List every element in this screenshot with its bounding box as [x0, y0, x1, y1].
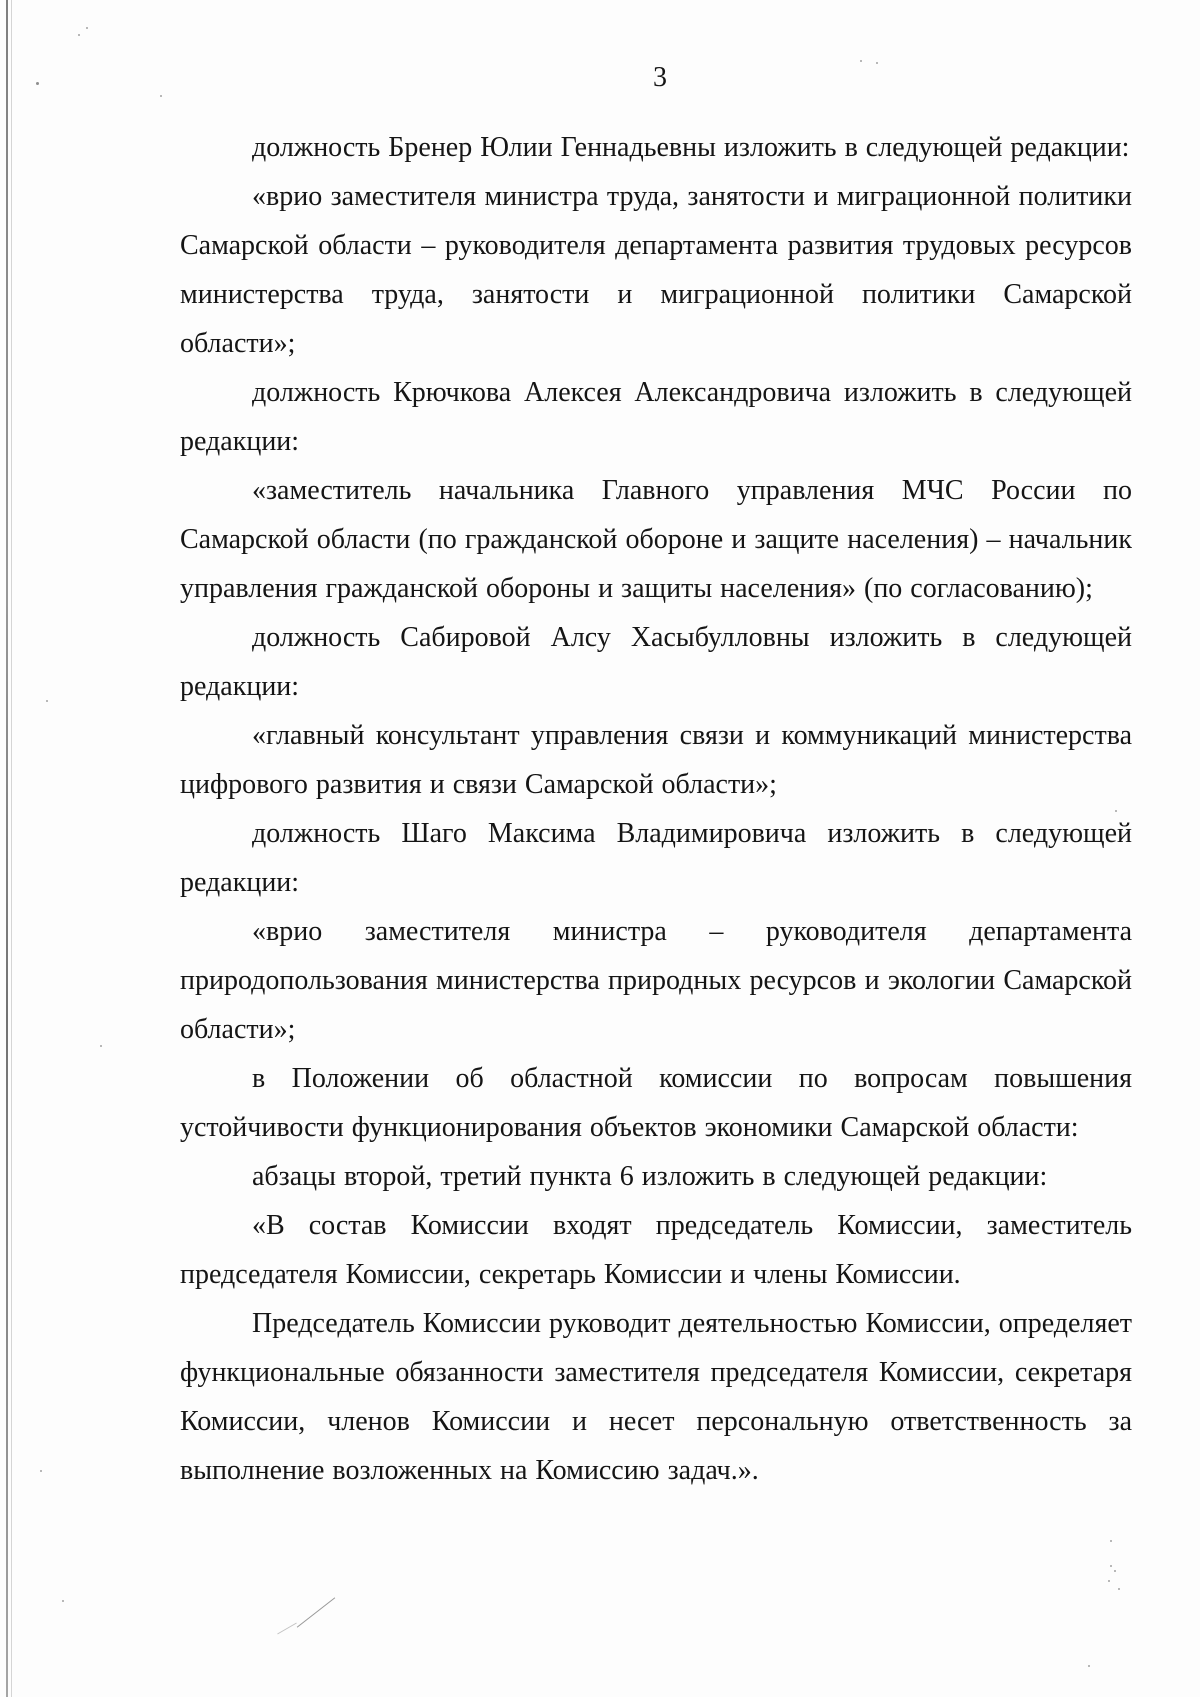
- paragraph-sabirova-new-title: «главный консультант управления связи и коммуникаций министерства цифрового развития и связи Самарской области»;: [180, 720, 1132, 800]
- scan-speck: [86, 27, 88, 29]
- scan-speck: [1114, 1570, 1116, 1572]
- paragraph-regulation-commission: в Положении об областной комиссии по вопросам повышения устойчивости функционирования объектов экономики Самарской области:: [180, 1063, 1132, 1143]
- scan-speck: [1118, 1588, 1120, 1590]
- document-body: [180, 123, 1132, 1495]
- scan-speck: [40, 1470, 42, 1472]
- paragraph-sabirova-position: должность Сабировой Алсу Хасыбулловны изложить в следующей редакции:: [180, 622, 1132, 702]
- paragraph-brener-new-title: «врио заместителя министра труда, занятости и миграционной политики Самарской области – руководителя департамента развития трудовых ресурсов министерства труда, занятости и миграционной политики Самарской области»;: [180, 181, 1132, 359]
- scan-speck: [160, 95, 162, 97]
- scan-pen-stroke: [297, 1597, 335, 1627]
- paragraph-chairman-duties: Председатель Комиссии руководит деятельностью Комиссии, определяет функциональные обязанности заместителя председателя Комиссии, секретаря Комиссии, членов Комиссии и несет персональную ответственность за выполнение возложенных на Комиссию задач.».: [180, 1308, 1132, 1486]
- scan-speck: [36, 82, 39, 85]
- scan-speck: [1115, 810, 1117, 812]
- scan-speck: [62, 1600, 64, 1602]
- scan-edge-line-secondary: [11, 0, 12, 1697]
- scan-speck: [1110, 1565, 1112, 1567]
- scan-speck: [860, 60, 862, 62]
- scan-pen-stroke: [277, 1623, 297, 1635]
- scan-speck: [950, 1220, 952, 1222]
- scan-speck: [1110, 1540, 1112, 1542]
- scan-speck: [1088, 1665, 1090, 1667]
- scan-speck: [1120, 1370, 1122, 1372]
- paragraph-shago-new-title: «врио заместителя министра – руководителя департамента природопользования министерства природных ресурсов и экологии Самарской области»;: [180, 916, 1132, 1045]
- paragraph-kryuchkov-position: должность Крючкова Алексея Александровича изложить в следующей редакции:: [180, 377, 1132, 457]
- paragraph-clause-6-intro: абзацы второй, третий пункта 6 изложить в следующей редакции:: [252, 1161, 1048, 1192]
- paragraph-brener-position: должность Бренер Юлии Геннадьевны изложить в следующей редакции:: [252, 132, 1130, 163]
- scan-speck: [46, 700, 48, 702]
- scan-speck: [100, 1045, 102, 1047]
- scan-speck: [1092, 545, 1094, 547]
- paragraph-kryuchkov-new-title: «заместитель начальника Главного управления МЧС России по Самарской области (по гражданской обороне и защите населения) – начальник управления гражданской обороны и защиты населения» (по согласованию);: [180, 475, 1132, 604]
- scan-speck: [1108, 1580, 1110, 1582]
- scan-speck: [876, 62, 878, 64]
- page-number: 3: [653, 62, 667, 93]
- scan-edge-line: [6, 0, 8, 1697]
- scan-speck: [78, 34, 80, 36]
- paragraph-commission-composition: «В состав Комиссии входят председатель Комиссии, заместитель председателя Комиссии, секретарь Комиссии и члены Комиссии.: [180, 1210, 1132, 1290]
- paragraph-shago-position: должность Шаго Максима Владимировича изложить в следующей редакции:: [180, 818, 1132, 898]
